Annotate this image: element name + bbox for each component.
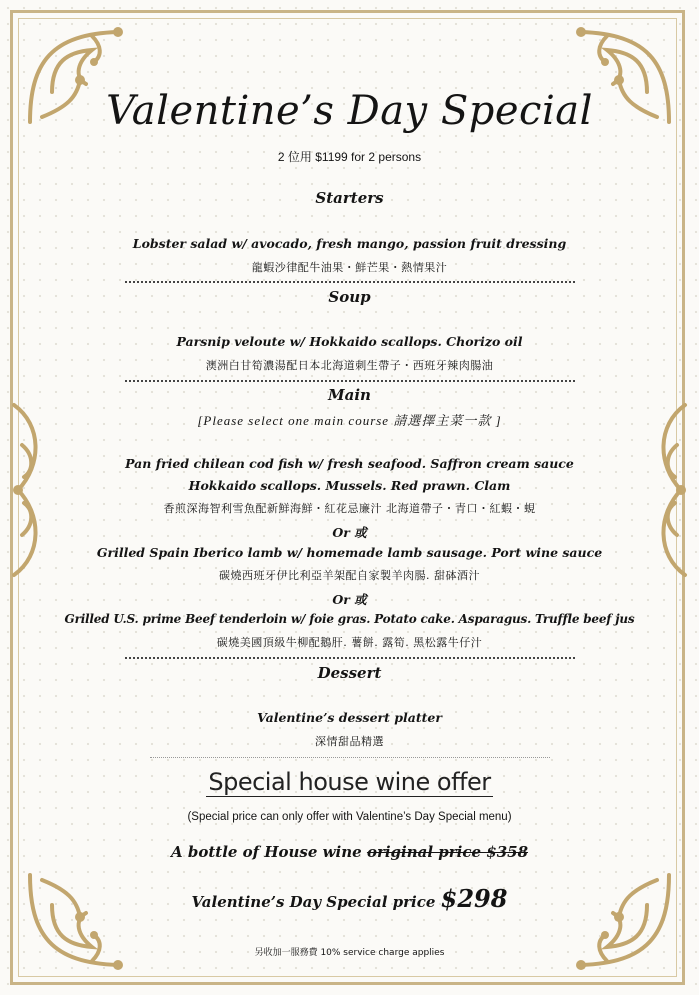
divider	[125, 657, 575, 659]
service-charge-footer: 另收加一服務費 10% service charge applies	[254, 948, 445, 958]
dessert-dish: Valentine’s dessert platter	[257, 710, 442, 725]
divider	[125, 380, 575, 382]
main-selection-note: [Please select one main course 請選擇主菜一款 ]	[197, 413, 502, 428]
wine-offer-note: (Special price can only offer with Valentine’s Day Special menu)	[187, 811, 512, 823]
or-separator: Or 或	[332, 525, 367, 540]
starters-dish-chinese: 龍蝦沙律配牛油果・鮮芒果・熱情果汁	[251, 261, 448, 274]
price-subtitle: 2 位用 $1199 for 2 persons	[277, 150, 422, 164]
starters-dish: Lobster salad w/ avocado, fresh mango, passion fruit dressing	[132, 236, 567, 251]
house-wine-label: A bottle of House wine	[170, 843, 362, 861]
special-price-label: Valentine’s Day Special price	[191, 893, 436, 911]
house-wine-line	[0, 843, 699, 861]
dessert-heading: Dessert	[317, 664, 382, 682]
main-option-1-line-1: Pan fried chilean cod fish w/ fresh seafood. Saffron cream sauce	[125, 456, 574, 471]
corner-ornament-bottom-right-icon	[567, 865, 677, 975]
menu-title: Valentine’s Day Special	[106, 88, 593, 134]
wine-offer-heading-text: Special house wine offer	[208, 768, 491, 796]
main-option-1-line-2: Hokkaido scallops. Mussels. Red prawn. Clam	[188, 478, 511, 493]
main-option-3-chinese: 碳燒美國頂級牛柳配鵝肝. 薯餅. 露筍. 黑松露牛仔汁	[216, 636, 483, 649]
main-option-1-chinese: 香煎深海智利雪魚配新鮮海鮮・紅花忌廉汁 北海道帶子・青口・紅蝦・蜆	[163, 502, 536, 515]
corner-ornament-bottom-left-icon	[22, 865, 132, 975]
soup-dish: Parsnip veloute w/ Hokkaido scallops. Chorizo oil	[176, 334, 523, 349]
original-price: original price $358	[366, 843, 529, 861]
starters-heading: Starters	[315, 189, 384, 207]
main-option-2-chinese: 碳燒西班牙伊比利亞羊架配自家製羊肉腸. 甜砵酒汁	[219, 569, 480, 582]
divider	[125, 281, 575, 283]
soup-heading: Soup	[328, 288, 371, 306]
main-heading: Main	[328, 386, 371, 404]
divider	[150, 757, 550, 758]
wine-offer-heading	[0, 768, 699, 796]
or-separator: Or 或	[332, 592, 367, 607]
dessert-dish-chinese: 深情甜品精選	[315, 735, 384, 748]
soup-dish-chinese: 澳洲白甘筍濃湯配日本北海道刺生帶子・西班牙辣肉腸油	[205, 359, 494, 372]
special-price-value: $298	[440, 884, 508, 913]
main-option-3: Grilled U.S. prime Beef tenderloin w/ foie gras. Potato cake. Asparagus. Truffle beef jus	[64, 612, 635, 626]
main-option-2: Grilled Spain Iberico lamb w/ homemade lamb sausage. Port wine sauce	[96, 545, 603, 560]
special-price-line	[0, 884, 699, 913]
